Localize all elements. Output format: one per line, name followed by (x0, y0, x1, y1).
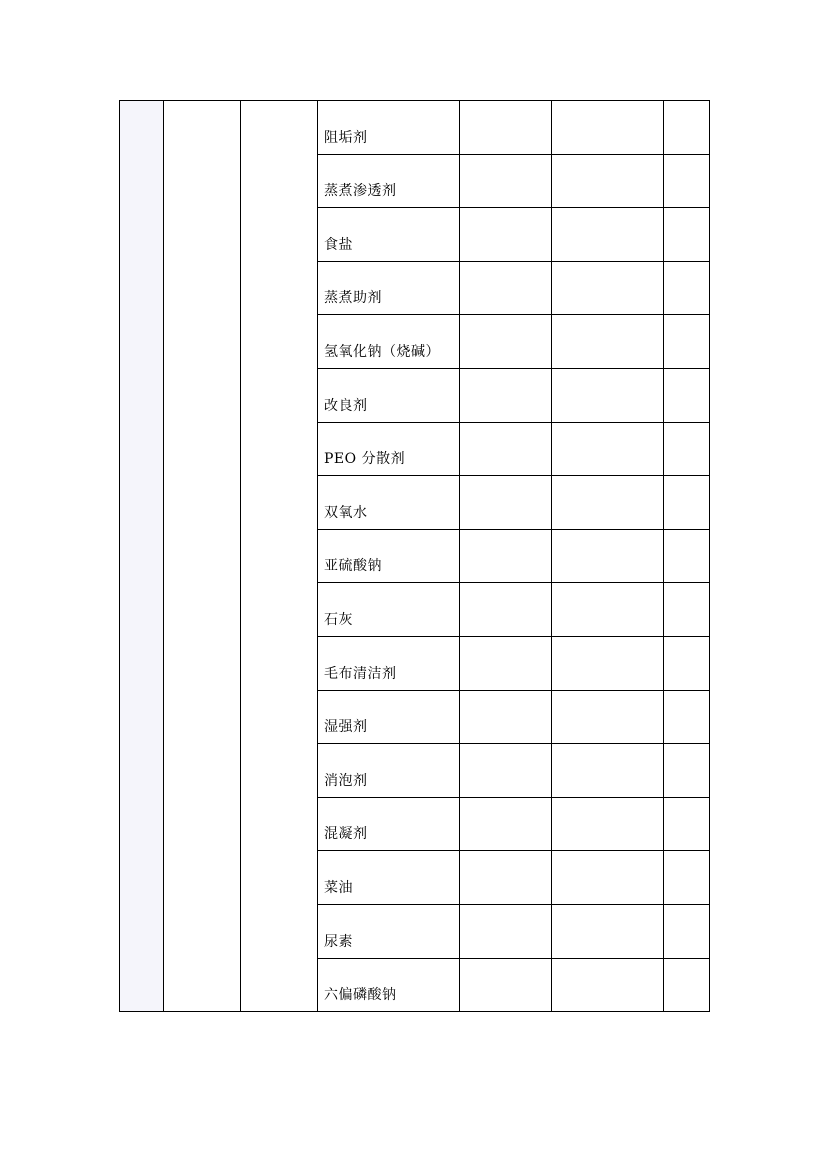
empty-cell-1 (460, 744, 552, 798)
empty-cell-3 (664, 797, 710, 851)
empty-cell-3 (664, 636, 710, 690)
empty-cell-2 (552, 529, 664, 583)
empty-cell-3 (664, 154, 710, 208)
chemical-name-cell: 菜油 (318, 851, 460, 905)
empty-cell-1 (460, 690, 552, 744)
table-row (120, 101, 710, 155)
empty-cell-2 (552, 368, 664, 422)
chemical-name-cell: 消泡剂 (318, 744, 460, 798)
chemical-name-cell: 蒸煮助剂 (318, 261, 460, 315)
empty-cell-2 (552, 476, 664, 530)
empty-cell-2 (552, 958, 664, 1012)
chemical-name-cell: 尿素 (318, 904, 460, 958)
chemical-name-cell: 食盐 (318, 208, 460, 262)
merged-cell-1 (120, 101, 164, 1012)
empty-cell-2 (552, 315, 664, 369)
empty-cell-1 (460, 154, 552, 208)
merged-cell-3 (241, 101, 318, 1012)
chemical-name-cell: 蒸煮渗透剂 (318, 154, 460, 208)
empty-cell-1 (460, 422, 552, 476)
chemical-table (119, 100, 710, 1012)
chemical-name-cell: 双氧水 (318, 476, 460, 530)
empty-cell-2 (552, 851, 664, 905)
table-body (120, 101, 710, 1012)
empty-cell-2 (552, 583, 664, 637)
empty-cell-1 (460, 101, 552, 155)
chemical-name-cell: 毛布清洁剂 (318, 636, 460, 690)
chemical-name-cell: 六偏磷酸钠 (318, 958, 460, 1012)
empty-cell-3 (664, 529, 710, 583)
empty-cell-2 (552, 797, 664, 851)
empty-cell-3 (664, 208, 710, 262)
chemical-name-cell: 石灰 (318, 583, 460, 637)
empty-cell-1 (460, 315, 552, 369)
empty-cell-1 (460, 368, 552, 422)
empty-cell-2 (552, 690, 664, 744)
empty-cell-3 (664, 744, 710, 798)
chemical-name-cell: PEO 分散剂 (318, 422, 460, 476)
empty-cell-2 (552, 208, 664, 262)
empty-cell-1 (460, 958, 552, 1012)
empty-cell-3 (664, 422, 710, 476)
empty-cell-2 (552, 636, 664, 690)
empty-cell-1 (460, 583, 552, 637)
chemical-name-cell: 湿强剂 (318, 690, 460, 744)
empty-cell-3 (664, 958, 710, 1012)
merged-cell-2 (164, 101, 241, 1012)
empty-cell-1 (460, 529, 552, 583)
empty-cell-2 (552, 904, 664, 958)
chemical-name-cell: 改良剂 (318, 368, 460, 422)
empty-cell-1 (460, 904, 552, 958)
empty-cell-2 (552, 154, 664, 208)
empty-cell-3 (664, 851, 710, 905)
empty-cell-1 (460, 208, 552, 262)
chemical-name-cell: 亚硫酸钠 (318, 529, 460, 583)
empty-cell-1 (460, 636, 552, 690)
empty-cell-2 (552, 744, 664, 798)
empty-cell-3 (664, 904, 710, 958)
empty-cell-3 (664, 315, 710, 369)
empty-cell-1 (460, 851, 552, 905)
chemical-name-cell: 阻垢剂 (318, 101, 460, 155)
empty-cell-3 (664, 583, 710, 637)
empty-cell-3 (664, 261, 710, 315)
empty-cell-1 (460, 476, 552, 530)
empty-cell-2 (552, 261, 664, 315)
empty-cell-2 (552, 101, 664, 155)
chemical-name-cell: 氢氧化钠（烧碱） (318, 315, 460, 369)
chemical-name-cell: 混凝剂 (318, 797, 460, 851)
empty-cell-3 (664, 690, 710, 744)
empty-cell-2 (552, 422, 664, 476)
empty-cell-1 (460, 261, 552, 315)
empty-cell-3 (664, 476, 710, 530)
empty-cell-1 (460, 797, 552, 851)
empty-cell-3 (664, 101, 710, 155)
empty-cell-3 (664, 368, 710, 422)
